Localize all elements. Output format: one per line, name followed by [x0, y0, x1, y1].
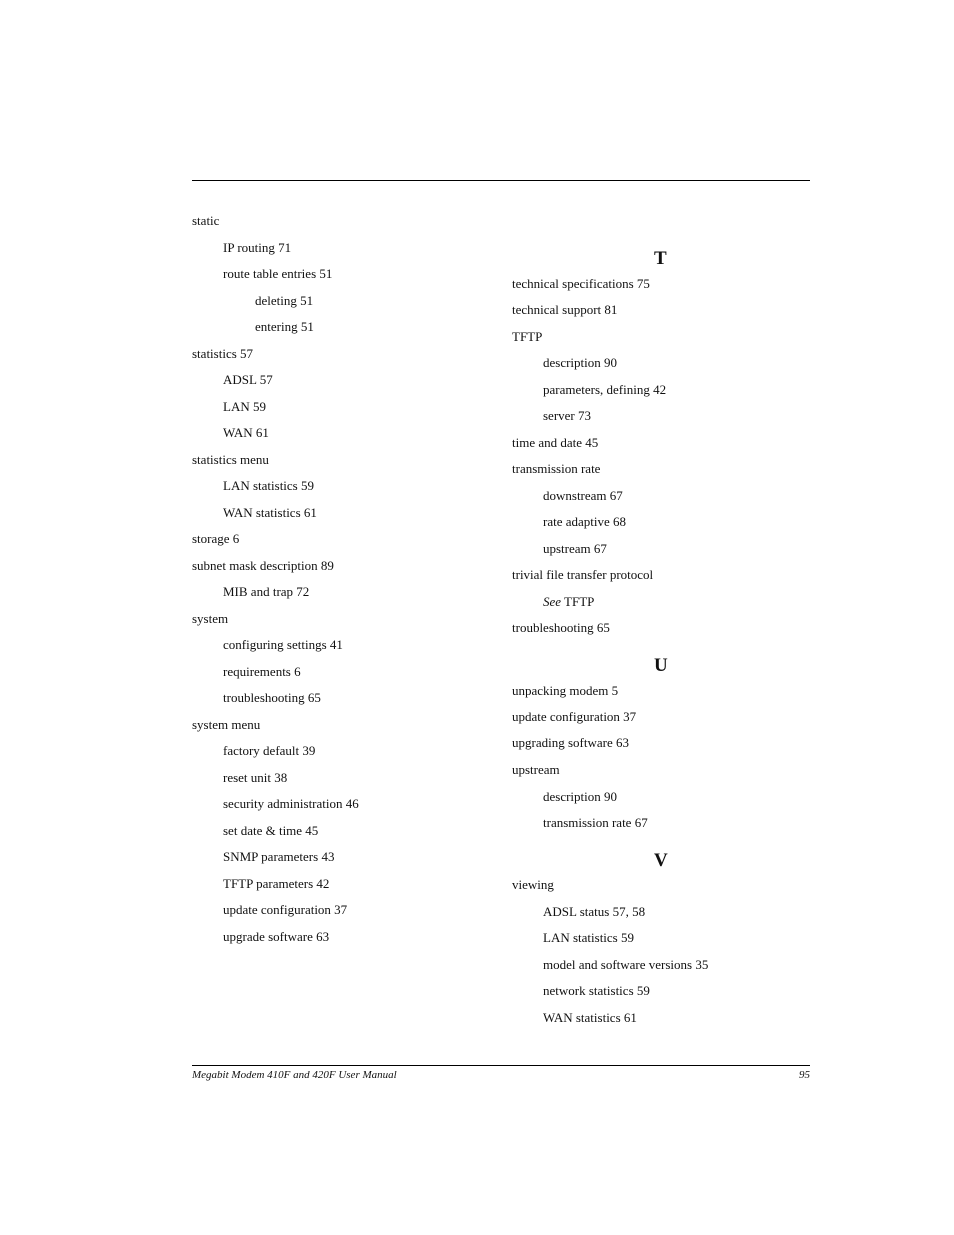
index-entry: technical support 81	[512, 302, 618, 317]
index-subentry: security administration 46	[223, 796, 359, 811]
index-entry: technical specifications 75	[512, 276, 650, 291]
index-subentry: WAN 61	[223, 425, 269, 440]
index-subentry: IP routing 71	[223, 240, 292, 255]
index-subentry: transmission rate 67	[543, 815, 648, 830]
index-subentry-see	[512, 594, 594, 610]
index-subentry: upstream 67	[543, 541, 607, 556]
index-subentry: server 73	[543, 408, 592, 423]
see-reference-target: TFTP	[561, 594, 595, 609]
index-subentry: update configuration 37	[223, 902, 348, 917]
index-entry: transmission rate	[512, 461, 601, 476]
index-subsubentry: deleting 51	[255, 293, 314, 308]
index-subentry: rate adaptive 68	[543, 514, 627, 529]
index-subentry: route table entries 51	[223, 266, 333, 281]
index-subentry: WAN statistics 61	[223, 505, 317, 520]
index-entry: trivial file transfer protocol	[512, 567, 654, 582]
index-subentry: LAN statistics 59	[223, 478, 314, 493]
index-subentry: ADSL status 57, 58	[543, 904, 646, 919]
index-subentry: reset unit 38	[223, 770, 288, 785]
index-entry: subnet mask description 89	[192, 558, 334, 573]
index-entry: statistics menu	[192, 452, 269, 467]
index-subsubentry: entering 51	[255, 319, 314, 334]
index-subentry: description 90	[543, 355, 618, 370]
index-entry: upgrading software 63	[512, 735, 629, 750]
index-subentry: requirements 6	[223, 664, 301, 679]
index-subentry: TFTP parameters 42	[223, 876, 330, 891]
footer-rule	[192, 1065, 810, 1066]
index-subentry: parameters, defining 42	[543, 382, 667, 397]
footer-page-number: 95	[799, 1069, 810, 1081]
footer-manual-title: Megabit Modem 410F and 420F User Manual	[192, 1069, 397, 1081]
index-subentry: MIB and trap 72	[223, 584, 310, 599]
index-subentry: upgrade software 63	[223, 929, 330, 944]
index-subentry: SNMP parameters 43	[223, 849, 335, 864]
index-entry: unpacking modem 5	[512, 683, 619, 698]
index-subentry: ADSL 57	[223, 372, 273, 387]
index-subentry: description 90	[543, 789, 618, 804]
index-entry: static	[192, 213, 220, 228]
see-reference-label: See	[543, 594, 562, 609]
index-entry: upstream	[512, 762, 560, 777]
header-rule	[192, 180, 810, 181]
index-subentry: WAN statistics 61	[543, 1010, 637, 1025]
index-entry: system	[192, 611, 229, 626]
index-entry: troubleshooting 65	[512, 620, 610, 635]
index-subentry: configuring settings 41	[223, 637, 343, 652]
section-letter-t: T	[654, 248, 667, 269]
index-subentry: troubleshooting 65	[223, 690, 321, 705]
index-entry: system menu	[192, 717, 261, 732]
section-letter-u: U	[654, 655, 668, 676]
index-subentry: LAN 59	[223, 399, 266, 414]
index-subentry: set date & time 45	[223, 823, 319, 838]
index-subentry: network statistics 59	[543, 983, 650, 998]
index-subentry: LAN statistics 59	[543, 930, 634, 945]
index-subentry: model and software versions 35	[543, 957, 709, 972]
index-subentry: factory default 39	[223, 743, 316, 758]
index-entry: viewing	[512, 877, 554, 892]
index-subentry: downstream 67	[543, 488, 623, 503]
index-entry: time and date 45	[512, 435, 599, 450]
index-entry: update configuration 37	[512, 709, 637, 724]
index-entry: TFTP	[512, 329, 543, 344]
index-entry: storage 6	[192, 531, 240, 546]
section-letter-v: V	[654, 850, 668, 871]
index-entry: statistics 57	[192, 346, 254, 361]
